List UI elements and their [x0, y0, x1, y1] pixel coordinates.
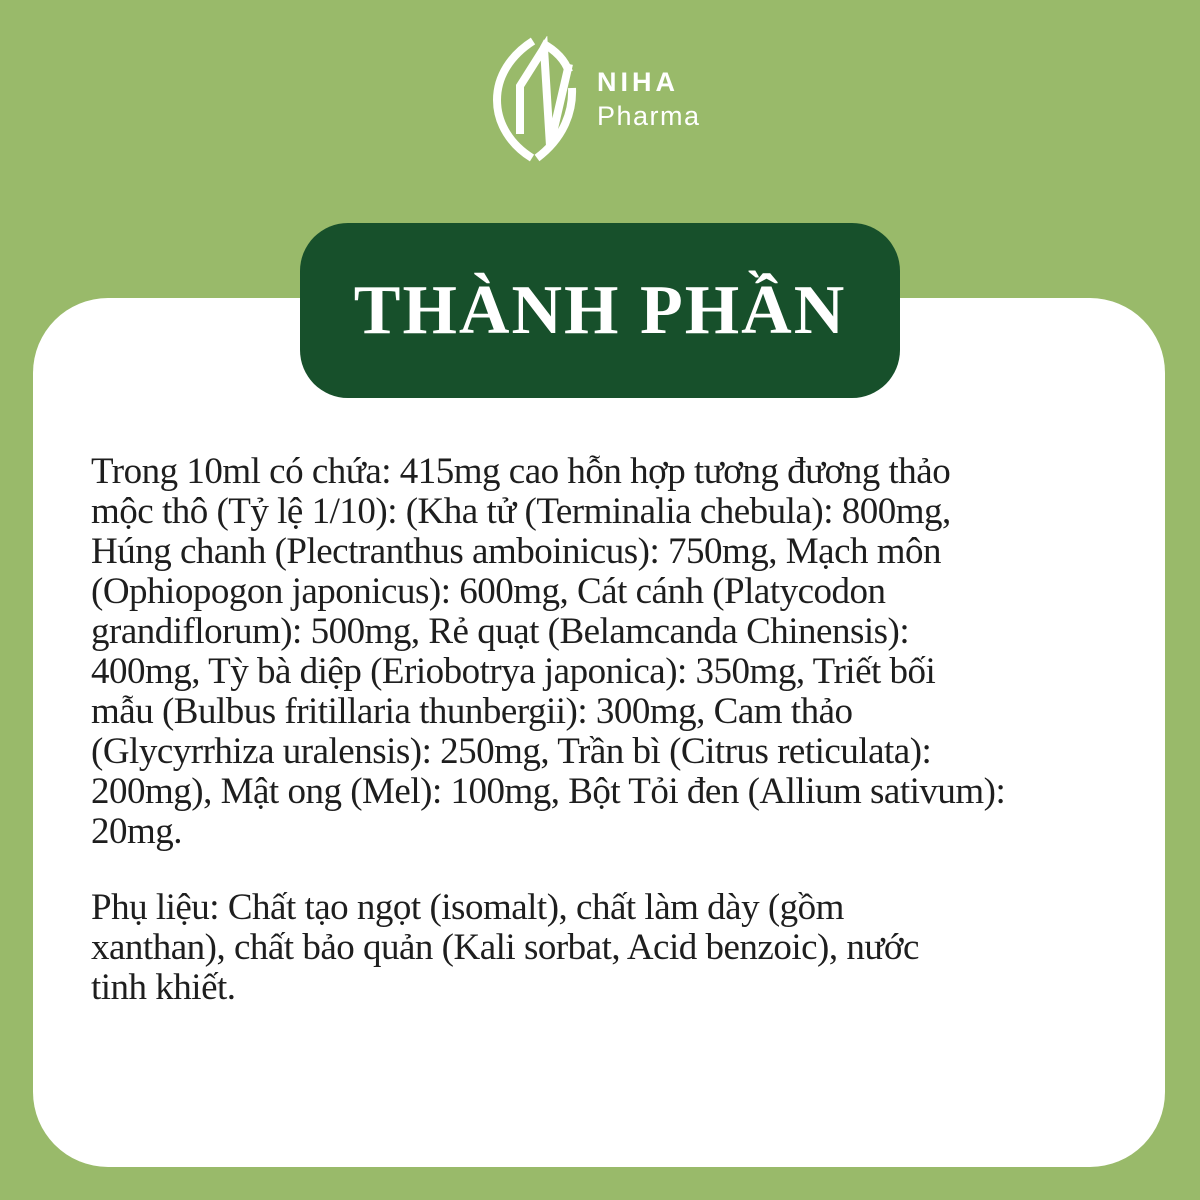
text-line: tinh khiết. — [91, 967, 236, 1008]
text-line: 200mg), Mật ong (Mel): 100mg, Bột Tỏi đen (Allium sativum): — [91, 771, 1006, 812]
text-line: Húng chanh (Plectranthus amboinicus): 750mg, Mạch môn — [91, 531, 942, 572]
text-line: Trong 10ml có chứa: 415mg cao hỗn hợp tương đương thảo — [91, 451, 951, 492]
section-title: THÀNH PHẦN — [353, 271, 847, 349]
text-line: mẫu (Bulbus fritillaria thunbergii): 300mg, Cam thảo — [91, 691, 853, 732]
excipients-paragraph — [91, 888, 1105, 1008]
brand-logo — [487, 36, 701, 162]
brand-name-bottom: Pharma — [597, 101, 701, 131]
brand-name-top: NIHA — [597, 67, 679, 97]
ingredients-paragraph — [91, 452, 1105, 852]
brand-name — [597, 65, 701, 133]
section-heading-box — [300, 223, 900, 398]
text-line: Phụ liệu: Chất tạo ngọt (isomalt), chất làm dày (gồm — [91, 887, 844, 928]
text-line: xanthan), chất bảo quản (Kali sorbat, Acid benzoic), nước — [91, 927, 919, 968]
text-line: 20mg. — [91, 811, 183, 852]
content-card — [33, 298, 1165, 1167]
text-line: 400mg, Tỳ bà diệp (Eriobotrya japonica): 350mg, Triết bối — [91, 651, 936, 692]
text-line: (Glycyrrhiza uralensis): 250mg, Trần bì (Citrus reticulata): — [91, 731, 932, 772]
leaf-n-monogram-icon — [487, 36, 579, 162]
text-line: (Ophiopogon japonicus): 600mg, Cát cánh (Platycodon — [91, 571, 886, 612]
text-line: mộc thô (Tỷ lệ 1/10): (Kha tử (Terminalia chebula): 800mg, — [91, 491, 951, 532]
text-line: grandiflorum): 500mg, Rẻ quạt (Belamcanda Chinensis): — [91, 611, 910, 652]
